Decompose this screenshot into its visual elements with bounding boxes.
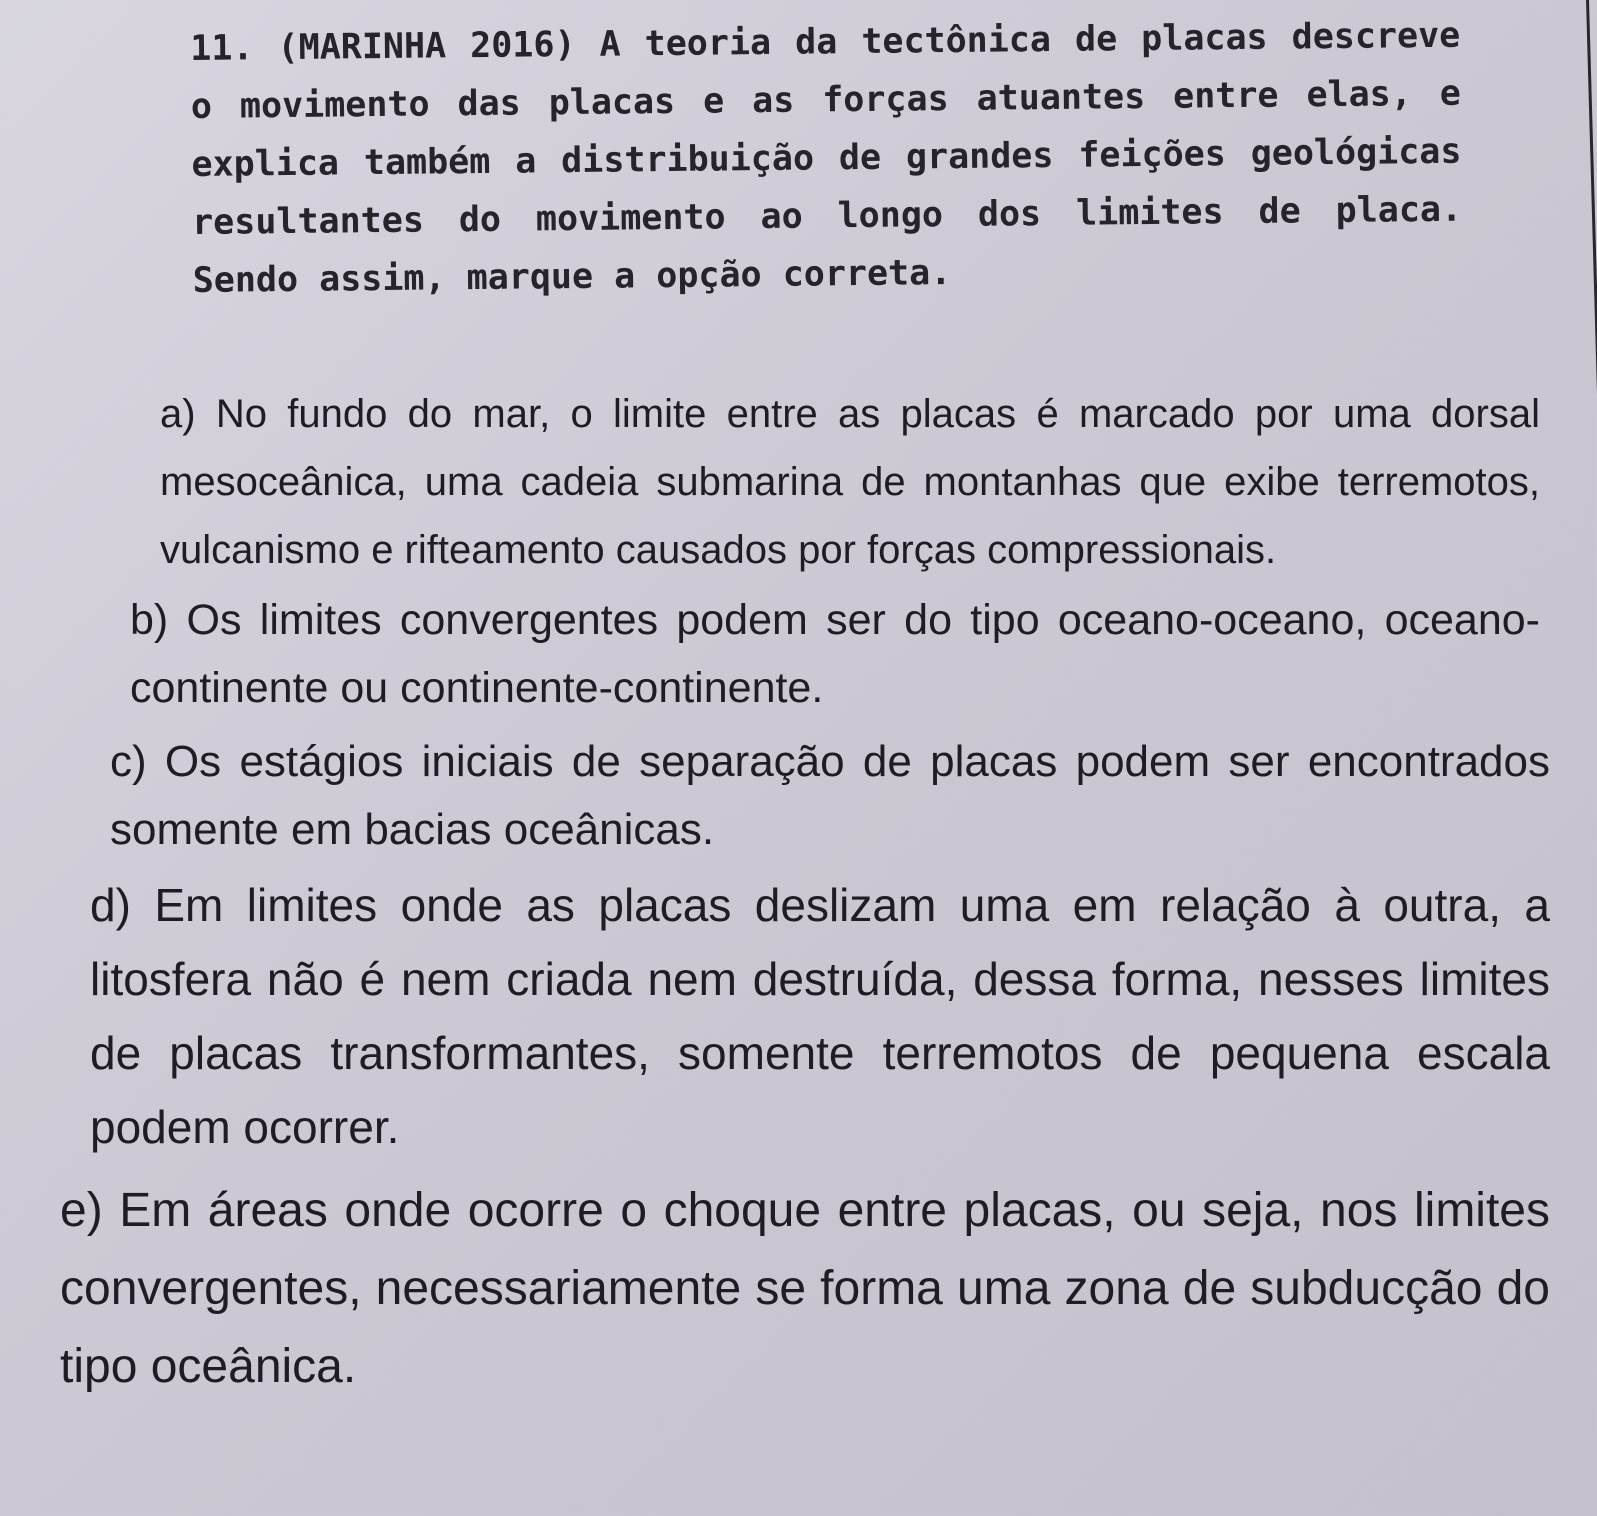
option-a: a) No fundo do mar, o limite entre as placas é marcado por uma dorsal mesoceânica, uma cadeia submarina de montanhas que exibe terremotos, vulcanismo e rifteamento causados por forças compressionais. [160, 392, 1540, 572]
paper-edge [1586, 0, 1597, 1515]
option-e: e) Em áreas onde ocorre o choque entre placas, ou seja, nos limites convergentes, necessariamente se forma uma zona de subducção do tipo oceânica. [60, 1184, 1550, 1393]
answer-options [60, 380, 1550, 1406]
option-c: c) Os estágios iniciais de separação de placas podem ser encontrados somente em bacias oceânicas. [110, 737, 1550, 854]
question-statement: 11. (MARINHA 2016) A teoria da tectônica de placas descreve o movimento das placas e as forças atuantes entre elas, e explica também a distribuição de grandes feições geológicas resultantes do movimento ao longo dos limites de placa. Sendo assim, marque a opção correta. [190, 15, 1463, 301]
option-b: b) Os limites convergentes podem ser do tipo oceano-oceano, oceano-continente ou continente-continente. [130, 596, 1540, 712]
option-d: d) Em limites onde as placas deslizam uma em relação à outra, a litosfera não é nem criada nem destruída, dessa forma, nesses limites de placas transformantes, somente terremotos de pequena escala podem ocorrer. [90, 879, 1550, 1153]
